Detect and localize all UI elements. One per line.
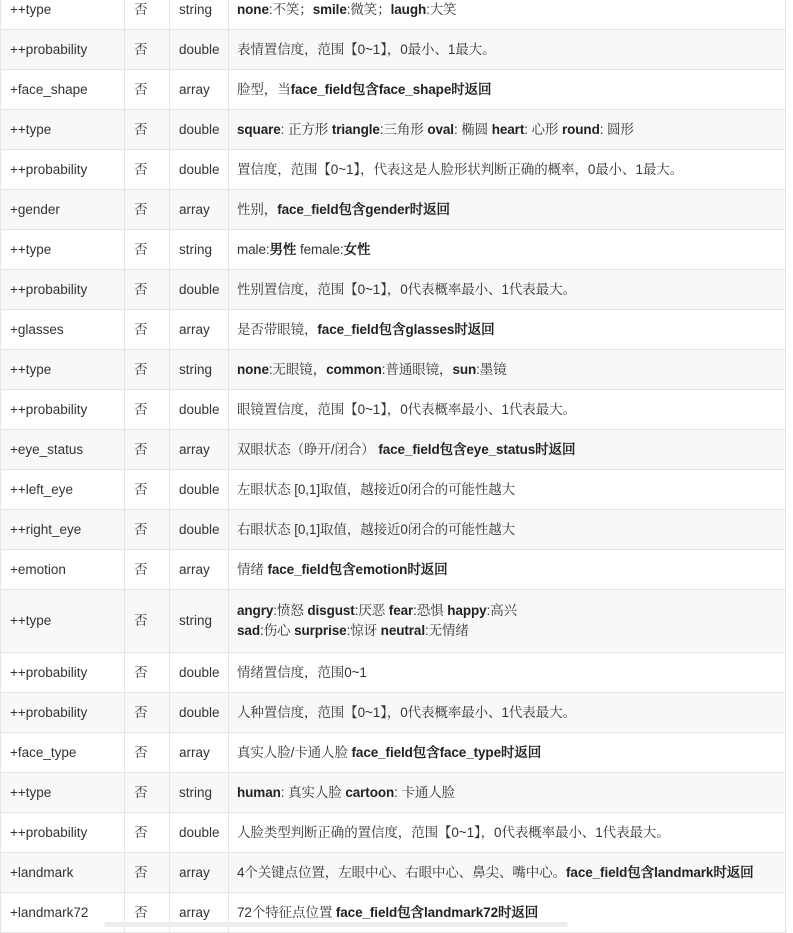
description-keyword: laugh bbox=[390, 1, 427, 17]
table-row bbox=[1, 70, 786, 110]
table-row bbox=[1, 470, 786, 510]
table-row bbox=[1, 590, 786, 653]
description-cell bbox=[229, 813, 786, 853]
type-cell: string bbox=[170, 590, 229, 653]
description-keyword: surprise bbox=[294, 623, 347, 638]
description-text: :无情绪 bbox=[424, 623, 469, 638]
table-row bbox=[1, 350, 786, 390]
description-text: 表情置信度，范围【0~1】，0最小、1最大。 bbox=[237, 41, 496, 57]
description-cell bbox=[229, 550, 786, 590]
param-name-cell: ++probability bbox=[1, 150, 125, 190]
description-text: :大笑 bbox=[426, 1, 457, 17]
table-row bbox=[1, 230, 786, 270]
required-cell: 否 bbox=[125, 853, 170, 893]
param-name-cell: +gender bbox=[1, 190, 125, 230]
param-name-cell: ++type bbox=[1, 110, 125, 150]
description-keyword: common bbox=[326, 361, 382, 377]
description-text: :不笑； bbox=[268, 1, 313, 17]
description-keyword: face_field包含landmark72时返回 bbox=[335, 904, 539, 920]
type-cell: array bbox=[170, 430, 229, 470]
required-cell: 否 bbox=[125, 813, 170, 853]
table-row bbox=[1, 733, 786, 773]
description-text: :高兴 bbox=[486, 603, 517, 618]
table-row bbox=[1, 390, 786, 430]
param-name-cell: ++left_eye bbox=[1, 470, 125, 510]
type-cell: array bbox=[170, 310, 229, 350]
description-text: :无眼镜， bbox=[268, 361, 327, 377]
table-row bbox=[1, 693, 786, 733]
type-cell: string bbox=[170, 230, 229, 270]
description-text: 置信度，范围【0~1】，代表这是人脸形状判断正确的概率，0最小、1最大。 bbox=[237, 161, 684, 177]
description-cell bbox=[229, 470, 786, 510]
description-text: 右眼状态 [0,1]取值，越接近0闭合的可能性越大 bbox=[237, 521, 516, 537]
description-text: 情绪置信度，范围0~1 bbox=[237, 664, 367, 680]
type-cell: double bbox=[170, 390, 229, 430]
type-cell: array bbox=[170, 893, 229, 933]
description-text: :伤心 bbox=[259, 623, 295, 638]
description-cell bbox=[229, 70, 786, 110]
description-text: 左眼状态 [0,1]取值，越接近0闭合的可能性越大 bbox=[237, 481, 516, 497]
table-row bbox=[1, 310, 786, 350]
param-name-cell: ++probability bbox=[1, 270, 125, 310]
description-text: 人种置信度，范围【0~1】，0代表概率最小、1代表最大。 bbox=[237, 704, 576, 720]
description-keyword: face_field包含eye_status时返回 bbox=[378, 441, 576, 457]
description-text: 真实人脸/卡通人脸 bbox=[237, 744, 352, 760]
description-text: : 正方形 bbox=[280, 121, 332, 137]
table-row bbox=[1, 510, 786, 550]
description-cell bbox=[229, 30, 786, 70]
description-keyword: smile bbox=[312, 1, 347, 17]
description-keyword: human bbox=[237, 784, 281, 800]
table-row bbox=[1, 190, 786, 230]
description-text: :恐惧 bbox=[413, 603, 448, 618]
description-text: 是否带眼镜， bbox=[237, 321, 318, 337]
description-keyword: sad bbox=[237, 623, 260, 638]
description-keyword: happy bbox=[447, 603, 487, 618]
param-name-cell: ++probability bbox=[1, 693, 125, 733]
description-cell bbox=[229, 190, 786, 230]
description-text: male: bbox=[237, 241, 270, 257]
description-text: 脸型，当 bbox=[237, 81, 291, 97]
description-cell bbox=[229, 653, 786, 693]
type-cell: double bbox=[170, 150, 229, 190]
param-name-cell: ++type bbox=[1, 0, 125, 30]
description-keyword: face_field包含face_type时返回 bbox=[351, 744, 542, 760]
required-cell: 否 bbox=[125, 733, 170, 773]
table-row bbox=[1, 430, 786, 470]
description-cell bbox=[229, 0, 786, 30]
description-text: 人脸类型判断正确的置信度，范围【0~1】，0代表概率最小、1代表最大。 bbox=[237, 824, 670, 840]
table-row bbox=[1, 30, 786, 70]
table-row bbox=[1, 110, 786, 150]
required-cell: 否 bbox=[125, 190, 170, 230]
description-text: : 卡通人脸 bbox=[394, 784, 456, 800]
required-cell: 否 bbox=[125, 390, 170, 430]
description-text: 性别， bbox=[237, 201, 278, 217]
type-cell: double bbox=[170, 693, 229, 733]
description-text: : 圆形 bbox=[599, 121, 634, 137]
table-row bbox=[1, 813, 786, 853]
description-cell bbox=[229, 350, 786, 390]
table-row bbox=[1, 853, 786, 893]
required-cell: 否 bbox=[125, 430, 170, 470]
description-text: :普通眼镜， bbox=[381, 361, 453, 377]
description-keyword: 男性 bbox=[269, 241, 297, 257]
param-table-body bbox=[1, 0, 786, 933]
required-cell: 否 bbox=[125, 310, 170, 350]
type-cell: double bbox=[170, 110, 229, 150]
type-cell: string bbox=[170, 773, 229, 813]
type-cell: array bbox=[170, 70, 229, 110]
description-keyword: disgust bbox=[307, 603, 355, 618]
required-cell: 否 bbox=[125, 30, 170, 70]
param-name-cell: ++type bbox=[1, 773, 125, 813]
description-keyword: neutral bbox=[380, 623, 425, 638]
horizontal-scrollbar[interactable] bbox=[104, 922, 568, 927]
description-keyword: sun bbox=[452, 361, 477, 377]
required-cell: 否 bbox=[125, 150, 170, 190]
description-text: :惊讶 bbox=[346, 623, 381, 638]
description-keyword: none bbox=[237, 361, 269, 377]
description-keyword: fear bbox=[388, 603, 414, 618]
description-text: : 椭圆 bbox=[453, 121, 492, 137]
description-keyword: 女性 bbox=[343, 241, 371, 257]
param-name-cell: ++probability bbox=[1, 813, 125, 853]
required-cell: 否 bbox=[125, 350, 170, 390]
description-keyword: face_field包含landmark时返回 bbox=[566, 864, 754, 880]
description-text: : 心形 bbox=[524, 121, 562, 137]
param-name-cell: ++probability bbox=[1, 390, 125, 430]
type-cell: double bbox=[170, 653, 229, 693]
description-cell bbox=[229, 510, 786, 550]
description-cell bbox=[229, 693, 786, 733]
param-name-cell: +emotion bbox=[1, 550, 125, 590]
description-keyword: angry bbox=[237, 603, 274, 618]
description-cell bbox=[229, 110, 786, 150]
description-cell bbox=[229, 150, 786, 190]
param-name-cell: ++probability bbox=[1, 30, 125, 70]
description-keyword: oval bbox=[427, 121, 454, 137]
param-name-cell: +face_shape bbox=[1, 70, 125, 110]
type-cell: double bbox=[170, 510, 229, 550]
description-cell bbox=[229, 270, 786, 310]
type-cell: array bbox=[170, 853, 229, 893]
description-cell bbox=[229, 733, 786, 773]
description-text: :厌恶 bbox=[354, 603, 389, 618]
required-cell: 否 bbox=[125, 0, 170, 30]
description-text: :三角形 bbox=[379, 121, 428, 137]
required-cell: 否 bbox=[125, 230, 170, 270]
required-cell: 否 bbox=[125, 510, 170, 550]
type-cell: double bbox=[170, 813, 229, 853]
required-cell: 否 bbox=[125, 590, 170, 653]
description-cell bbox=[229, 390, 786, 430]
type-cell: double bbox=[170, 30, 229, 70]
description-text: :愤怒 bbox=[273, 603, 308, 618]
table-row bbox=[1, 150, 786, 190]
description-cell bbox=[229, 853, 786, 893]
description-text: 性别置信度，范围【0~1】，0代表概率最小、1代表最大。 bbox=[237, 281, 576, 297]
required-cell: 否 bbox=[125, 110, 170, 150]
description-text: 情绪 bbox=[237, 561, 268, 577]
param-name-cell: +landmark72 bbox=[1, 893, 125, 933]
description-cell bbox=[229, 430, 786, 470]
description-keyword: cartoon bbox=[345, 784, 395, 800]
param-name-cell: +glasses bbox=[1, 310, 125, 350]
description-cell bbox=[229, 230, 786, 270]
required-cell: 否 bbox=[125, 893, 170, 933]
type-cell: array bbox=[170, 190, 229, 230]
description-cell bbox=[229, 773, 786, 813]
param-name-cell: +eye_status bbox=[1, 430, 125, 470]
table-row bbox=[1, 653, 786, 693]
description-keyword: none bbox=[237, 1, 269, 17]
required-cell: 否 bbox=[125, 773, 170, 813]
description-text: 双眼状态（睁开/闭合） bbox=[237, 441, 379, 457]
description-keyword: triangle bbox=[331, 121, 380, 137]
type-cell: string bbox=[170, 0, 229, 30]
description-keyword: heart bbox=[491, 121, 525, 137]
param-name-cell: ++type bbox=[1, 230, 125, 270]
description-cell bbox=[229, 310, 786, 350]
description-text: 72个特征点位置 bbox=[237, 904, 336, 920]
required-cell: 否 bbox=[125, 693, 170, 733]
description-keyword: face_field包含emotion时返回 bbox=[267, 561, 448, 577]
description-cell bbox=[229, 590, 786, 653]
param-name-cell: ++right_eye bbox=[1, 510, 125, 550]
description-keyword: round bbox=[561, 121, 600, 137]
description-text: :墨镜 bbox=[476, 361, 507, 377]
description-text: female: bbox=[296, 241, 344, 257]
type-cell: array bbox=[170, 733, 229, 773]
type-cell: array bbox=[170, 550, 229, 590]
description-text: 4个关键点位置，左眼中心、右眼中心、鼻尖、嘴中心。 bbox=[237, 864, 567, 880]
table-row bbox=[1, 270, 786, 310]
description-keyword: face_field包含glasses时返回 bbox=[317, 321, 495, 337]
table-row bbox=[1, 0, 786, 30]
param-name-cell: +face_type bbox=[1, 733, 125, 773]
required-cell: 否 bbox=[125, 470, 170, 510]
description-keyword: face_field包含gender时返回 bbox=[277, 201, 450, 217]
description-text: :微笑； bbox=[346, 1, 391, 17]
required-cell: 否 bbox=[125, 270, 170, 310]
table-row bbox=[1, 773, 786, 813]
param-name-cell: +landmark bbox=[1, 853, 125, 893]
type-cell: double bbox=[170, 470, 229, 510]
required-cell: 否 bbox=[125, 70, 170, 110]
param-name-cell: ++type bbox=[1, 590, 125, 653]
description-keyword: face_field包含face_shape时返回 bbox=[290, 81, 492, 97]
required-cell: 否 bbox=[125, 653, 170, 693]
required-cell: 否 bbox=[125, 550, 170, 590]
type-cell: double bbox=[170, 270, 229, 310]
param-name-cell: ++probability bbox=[1, 653, 125, 693]
table-row bbox=[1, 550, 786, 590]
description-keyword: square bbox=[237, 121, 281, 137]
type-cell: string bbox=[170, 350, 229, 390]
param-name-cell: ++type bbox=[1, 350, 125, 390]
description-text: : 真实人脸 bbox=[280, 784, 346, 800]
description-text: 眼镜置信度，范围【0~1】，0代表概率最小、1代表最大。 bbox=[237, 401, 576, 417]
